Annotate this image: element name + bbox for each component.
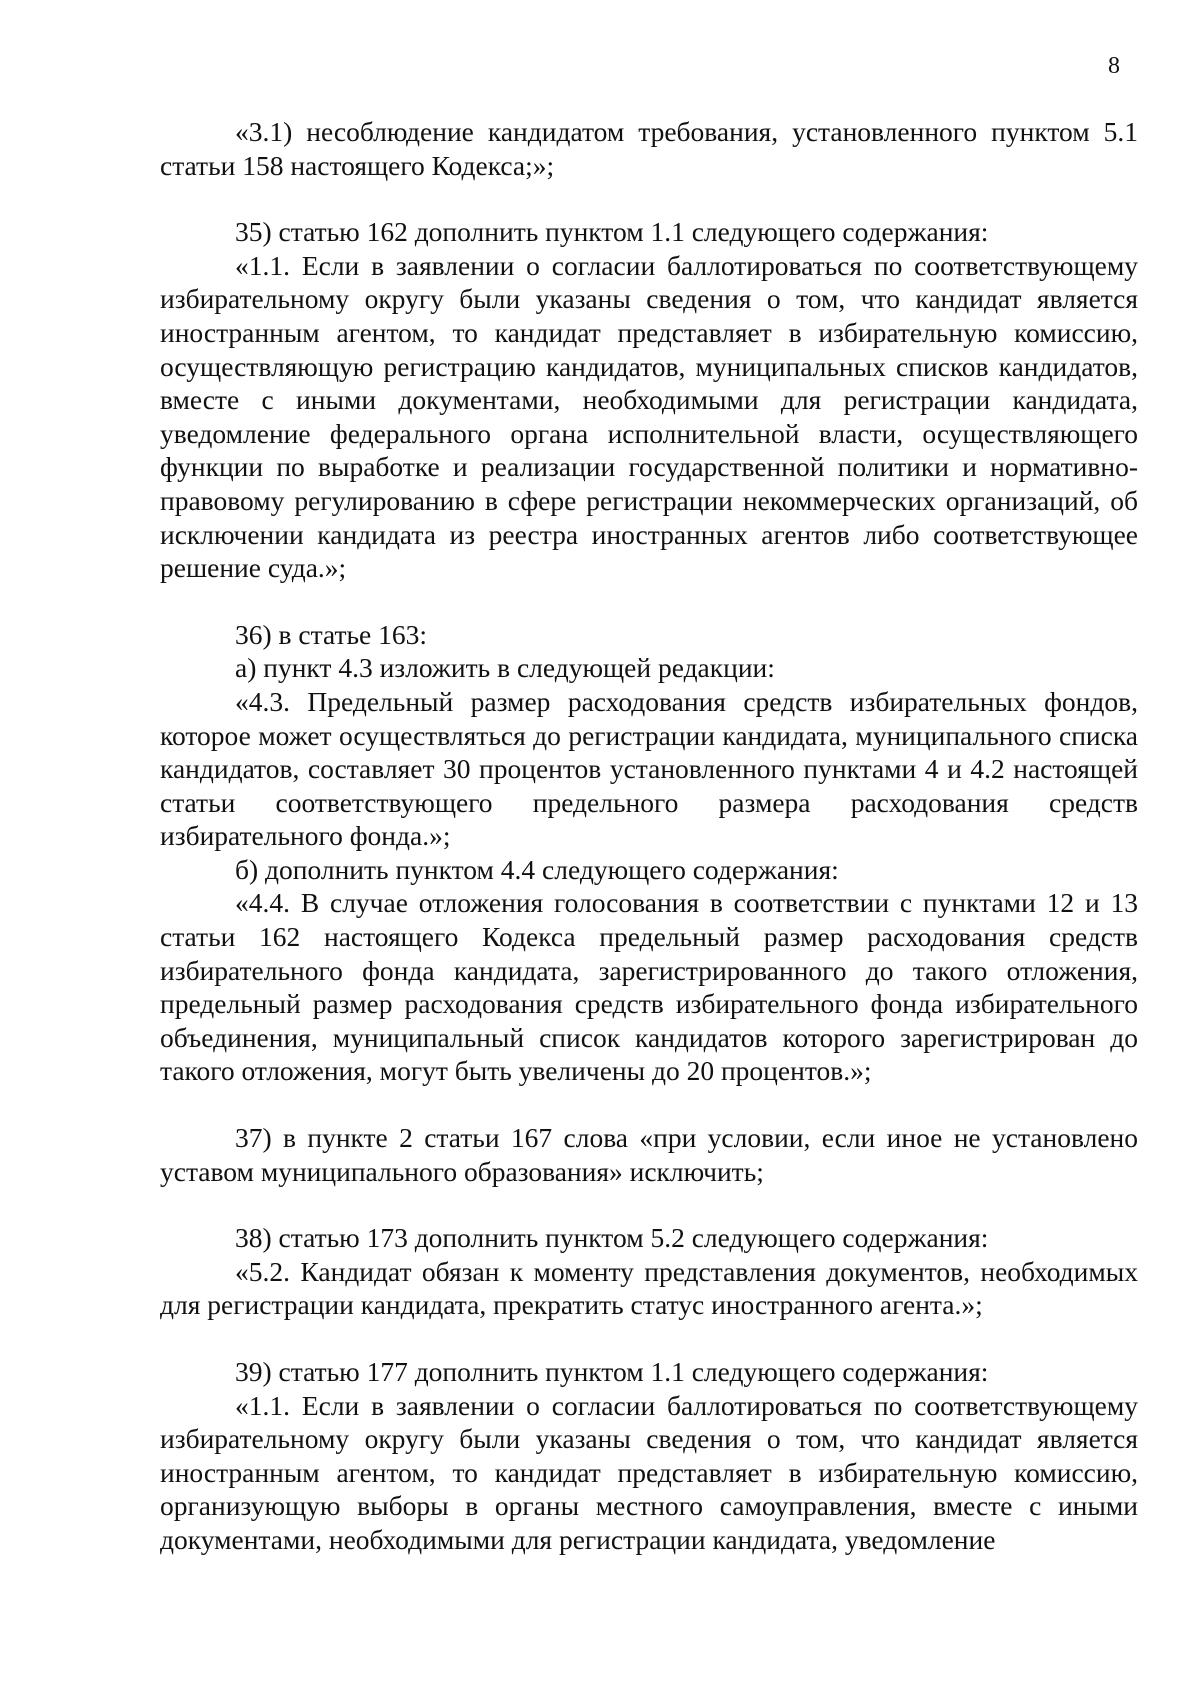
paragraph-quote-1-1-article-177: «1.1. Если в заявлении о согласии баллотироваться по соответствующему избирательному округу были указаны сведения о том, что кандидат является иностранным агентом, то кандидат представляет в избирательную комиссию, организующую выборы в органы местного самоуправления, вместе с иными документами, необходимыми для регистрации кандидата, уведомление: [160, 1389, 1138, 1555]
paragraph-item-36-a: а) пункт 4.3 изложить в следующей редакции:: [235, 652, 775, 684]
page-number: 8: [1108, 53, 1120, 79]
paragraph-quote-5-2: «5.2. Кандидат обязан к моменту представления документов, необходимых для регистрации кандидата, прекратить статус иностранного агента.»;: [160, 1255, 1138, 1321]
paragraph-quote-4-3: «4.3. Предельный размер расходования средств избирательных фондов, которое может осуществляться до регистрации кандидата, муниципального списка кандидатов, составляет 30 процентов установленного пунктами 4 и 4.2 настоящей статьи соответствующего предельного размера расходования средств избирательного фонда.»;: [160, 685, 1138, 852]
paragraph-item-39: 39) статью 177 дополнить пунктом 1.1 следующего содержания:: [235, 1356, 989, 1387]
document-body: [160, 115, 1138, 1557]
paragraph-quote-4-4: «4.4. В случае отложения голосования в соответствии с пунктами 12 и 13 статьи 162 настоящего Кодекса предельный размер расходования средств избирательного фонда кандидата, зарегистрированного до такого отложения, предельный размер расходования средств избирательного фонда избирательного объединения, муниципальный список кандидатов которого зарегистрирован до такого отложения, могут быть увеличены до 20 процентов.»;: [160, 887, 1138, 1087]
paragraph-item-38: 38) статью 173 дополнить пунктом 5.2 следующего содержания:: [235, 1222, 989, 1254]
paragraph-item-36: 36) в статье 163:: [235, 618, 427, 650]
paragraph-3-1: «3.1) несоблюдение кандидатом требования, установленного пунктом 5.1 статьи 158 настоящего Кодекса;»;: [160, 116, 1138, 181]
paragraph-quote-1-1-article-162: «1.1. Если в заявлении о согласии баллотироваться по соответствующему избирательному округу были указаны сведения о том, что кандидат является иностранным агентом, то кандидат представляет в избирательную комиссию, осуществляющую регистрацию кандидатов, муниципальных списков кандидатов, вместе с иными документами, необходимыми для регистрации кандидата, уведомление федерального органа исполнительной власти, осуществляющего функции по выработке и реализации государственной политики и нормативно-правовому регулированию в сфере регистрации некоммерческих организаций, об исключении кандидата из реестра иностранных агентов либо соответствующее решение суда.»;: [160, 249, 1138, 584]
paragraph-item-35: 35) статью 162 дополнить пунктом 1.1 следующего содержания:: [235, 216, 989, 248]
paragraph-item-37: 37) в пункте 2 статьи 167 слова «при условии, если иное не установлено уставом муниципального образования» исключить;: [160, 1122, 1138, 1187]
paragraph-item-36-b: б) дополнить пунктом 4.4 следующего содержания:: [235, 853, 839, 885]
